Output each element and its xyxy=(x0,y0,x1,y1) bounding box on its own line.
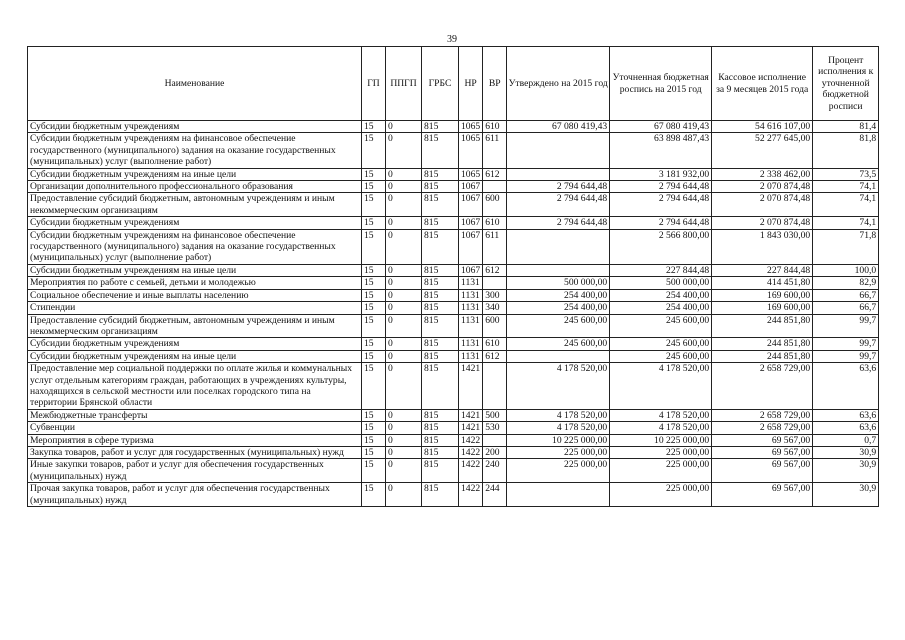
cell-nr: 1067 xyxy=(459,217,483,229)
cell-gp: 15 xyxy=(362,302,386,314)
cell-percent: 0,7 xyxy=(813,434,879,446)
table-row xyxy=(28,338,879,350)
cell-refined: 2 794 644,48 xyxy=(610,193,712,217)
header-nr: НР xyxy=(459,47,483,121)
cell-approved: 2 794 644,48 xyxy=(507,181,610,193)
cell-grbs: 815 xyxy=(422,422,459,434)
cell-percent: 30,9 xyxy=(813,483,879,507)
cell-ppgp: 0 xyxy=(386,289,422,301)
cell-name: Предоставление субсидий бюджетным, автономным учреждениям и иным некоммерческим организациям xyxy=(28,193,362,217)
budget-table xyxy=(27,46,879,507)
cell-gp: 15 xyxy=(362,277,386,289)
cell-ppgp: 0 xyxy=(386,264,422,276)
table-row xyxy=(28,459,879,483)
cell-vr xyxy=(483,181,507,193)
cell-vr: 340 xyxy=(483,302,507,314)
cell-grbs: 815 xyxy=(422,264,459,276)
cell-vr: 610 xyxy=(483,217,507,229)
cell-gp: 15 xyxy=(362,168,386,180)
cell-ppgp: 0 xyxy=(386,277,422,289)
cell-nr: 1422 xyxy=(459,434,483,446)
cell-vr: 600 xyxy=(483,314,507,338)
cell-refined: 2 566 800,00 xyxy=(610,229,712,264)
cell-vr: 611 xyxy=(483,229,507,264)
cell-cash: 69 567,00 xyxy=(712,459,813,483)
table-row xyxy=(28,181,879,193)
cell-grbs: 815 xyxy=(422,314,459,338)
cell-grbs: 815 xyxy=(422,133,459,168)
page-number: 39 xyxy=(447,34,457,45)
cell-cash: 2 070 874,48 xyxy=(712,181,813,193)
cell-approved: 245 600,00 xyxy=(507,338,610,350)
cell-refined: 225 000,00 xyxy=(610,459,712,483)
cell-vr xyxy=(483,277,507,289)
cell-gp: 15 xyxy=(362,363,386,410)
table-row xyxy=(28,483,879,507)
cell-nr: 1065 xyxy=(459,168,483,180)
cell-grbs: 815 xyxy=(422,217,459,229)
cell-cash: 52 277 645,00 xyxy=(712,133,813,168)
cell-vr xyxy=(483,434,507,446)
table-row xyxy=(28,121,879,133)
cell-refined: 245 600,00 xyxy=(610,338,712,350)
cell-name: Организации дополнительного профессионального образования xyxy=(28,181,362,193)
cell-gp: 15 xyxy=(362,338,386,350)
cell-nr: 1131 xyxy=(459,338,483,350)
cell-cash: 244 851,80 xyxy=(712,314,813,338)
cell-nr: 1131 xyxy=(459,277,483,289)
cell-approved: 10 225 000,00 xyxy=(507,434,610,446)
cell-name: Стипендии xyxy=(28,302,362,314)
cell-grbs: 815 xyxy=(422,446,459,458)
cell-approved xyxy=(507,229,610,264)
cell-approved: 254 400,00 xyxy=(507,302,610,314)
cell-nr: 1422 xyxy=(459,459,483,483)
table-row xyxy=(28,193,879,217)
table-row xyxy=(28,264,879,276)
cell-grbs: 815 xyxy=(422,289,459,301)
cell-gp: 15 xyxy=(362,229,386,264)
cell-gp: 15 xyxy=(362,446,386,458)
cell-gp: 15 xyxy=(362,217,386,229)
cell-gp: 15 xyxy=(362,422,386,434)
cell-vr: 300 xyxy=(483,289,507,301)
cell-cash: 2 658 729,00 xyxy=(712,409,813,421)
cell-grbs: 815 xyxy=(422,483,459,507)
cell-percent: 100,0 xyxy=(813,264,879,276)
cell-nr: 1131 xyxy=(459,289,483,301)
cell-grbs: 815 xyxy=(422,193,459,217)
cell-refined: 254 400,00 xyxy=(610,302,712,314)
cell-ppgp: 0 xyxy=(386,121,422,133)
cell-refined: 254 400,00 xyxy=(610,289,712,301)
table-row xyxy=(28,314,879,338)
cell-grbs: 815 xyxy=(422,168,459,180)
cell-percent: 99,7 xyxy=(813,314,879,338)
cell-refined: 225 000,00 xyxy=(610,483,712,507)
cell-grbs: 815 xyxy=(422,350,459,362)
cell-percent: 81,4 xyxy=(813,121,879,133)
cell-cash: 169 600,00 xyxy=(712,302,813,314)
cell-cash: 54 616 107,00 xyxy=(712,121,813,133)
cell-refined: 227 844,48 xyxy=(610,264,712,276)
cell-vr: 612 xyxy=(483,168,507,180)
cell-ppgp: 0 xyxy=(386,446,422,458)
cell-percent: 30,9 xyxy=(813,459,879,483)
cell-grbs: 815 xyxy=(422,434,459,446)
cell-refined: 4 178 520,00 xyxy=(610,409,712,421)
cell-vr: 200 xyxy=(483,446,507,458)
cell-vr: 611 xyxy=(483,133,507,168)
cell-name: Мероприятия в сфере туризма xyxy=(28,434,362,446)
cell-vr: 600 xyxy=(483,193,507,217)
cell-refined: 245 600,00 xyxy=(610,314,712,338)
header-name: Наименование xyxy=(28,47,362,121)
cell-cash: 169 600,00 xyxy=(712,289,813,301)
cell-grbs: 815 xyxy=(422,363,459,410)
cell-vr: 240 xyxy=(483,459,507,483)
cell-grbs: 815 xyxy=(422,121,459,133)
cell-ppgp: 0 xyxy=(386,168,422,180)
cell-name: Субвенции xyxy=(28,422,362,434)
cell-ppgp: 0 xyxy=(386,229,422,264)
cell-ppgp: 0 xyxy=(386,459,422,483)
cell-grbs: 815 xyxy=(422,338,459,350)
cell-gp: 15 xyxy=(362,483,386,507)
cell-grbs: 815 xyxy=(422,277,459,289)
cell-gp: 15 xyxy=(362,289,386,301)
cell-cash: 2 338 462,00 xyxy=(712,168,813,180)
table-header-row xyxy=(28,47,879,121)
cell-name: Субсидии бюджетным учреждениям на иные цели xyxy=(28,264,362,276)
cell-name: Межбюджетные трансферты xyxy=(28,409,362,421)
cell-name: Субсидии бюджетным учреждениям xyxy=(28,338,362,350)
cell-vr: 610 xyxy=(483,121,507,133)
cell-ppgp: 0 xyxy=(386,302,422,314)
cell-percent: 63,6 xyxy=(813,422,879,434)
cell-approved: 2 794 644,48 xyxy=(507,193,610,217)
cell-nr: 1422 xyxy=(459,446,483,458)
cell-approved xyxy=(507,168,610,180)
cell-approved: 254 400,00 xyxy=(507,289,610,301)
cell-nr: 1421 xyxy=(459,422,483,434)
cell-vr xyxy=(483,363,507,410)
cell-name: Социальное обеспечение и иные выплаты населению xyxy=(28,289,362,301)
cell-vr: 612 xyxy=(483,350,507,362)
table-body xyxy=(28,121,879,507)
header-ppgp: ППГП xyxy=(386,47,422,121)
table-row xyxy=(28,363,879,410)
cell-vr: 244 xyxy=(483,483,507,507)
cell-cash: 1 843 030,00 xyxy=(712,229,813,264)
cell-name: Субсидии бюджетным учреждениям на иные цели xyxy=(28,350,362,362)
cell-cash: 2 658 729,00 xyxy=(712,363,813,410)
cell-nr: 1131 xyxy=(459,314,483,338)
cell-gp: 15 xyxy=(362,409,386,421)
cell-nr: 1067 xyxy=(459,181,483,193)
table-row xyxy=(28,302,879,314)
cell-gp: 15 xyxy=(362,181,386,193)
cell-approved: 225 000,00 xyxy=(507,459,610,483)
cell-refined: 4 178 520,00 xyxy=(610,422,712,434)
cell-ppgp: 0 xyxy=(386,338,422,350)
header-vr: ВР xyxy=(483,47,507,121)
cell-percent: 30,9 xyxy=(813,446,879,458)
cell-cash: 244 851,80 xyxy=(712,338,813,350)
cell-cash: 69 567,00 xyxy=(712,446,813,458)
table-row xyxy=(28,217,879,229)
table-row xyxy=(28,289,879,301)
cell-approved xyxy=(507,483,610,507)
table-row xyxy=(28,350,879,362)
cell-cash: 244 851,80 xyxy=(712,350,813,362)
cell-vr: 500 xyxy=(483,409,507,421)
table-row xyxy=(28,229,879,264)
cell-grbs: 815 xyxy=(422,229,459,264)
cell-percent: 74,1 xyxy=(813,193,879,217)
cell-percent: 99,7 xyxy=(813,350,879,362)
cell-percent: 63,6 xyxy=(813,409,879,421)
cell-approved: 4 178 520,00 xyxy=(507,363,610,410)
cell-name: Субсидии бюджетным учреждениям xyxy=(28,217,362,229)
cell-gp: 15 xyxy=(362,314,386,338)
table-row xyxy=(28,277,879,289)
cell-percent: 66,7 xyxy=(813,302,879,314)
cell-nr: 1067 xyxy=(459,193,483,217)
cell-cash: 69 567,00 xyxy=(712,434,813,446)
cell-nr: 1422 xyxy=(459,483,483,507)
cell-ppgp: 0 xyxy=(386,193,422,217)
cell-vr: 610 xyxy=(483,338,507,350)
cell-vr: 530 xyxy=(483,422,507,434)
cell-cash: 227 844,48 xyxy=(712,264,813,276)
cell-name: Субсидии бюджетным учреждениям на финансовое обеспечение государственного (муниципального) задания на оказание государственных (муниципальных) услуг (выполнение работ) xyxy=(28,229,362,264)
cell-gp: 15 xyxy=(362,459,386,483)
cell-nr: 1421 xyxy=(459,363,483,410)
cell-refined: 63 898 487,43 xyxy=(610,133,712,168)
cell-refined: 10 225 000,00 xyxy=(610,434,712,446)
cell-nr: 1067 xyxy=(459,264,483,276)
cell-percent: 81,8 xyxy=(813,133,879,168)
cell-percent: 74,1 xyxy=(813,181,879,193)
cell-cash: 69 567,00 xyxy=(712,483,813,507)
cell-grbs: 815 xyxy=(422,302,459,314)
cell-name: Предоставление мер социальной поддержки по оплате жилья и коммунальных услуг отдельным категориям граждан, работающих в учреждениях культуры, находящихся в сельской местности или поселках городского типа на территории Брянской области xyxy=(28,363,362,410)
cell-grbs: 815 xyxy=(422,181,459,193)
table-row xyxy=(28,434,879,446)
cell-name: Мероприятия по работе с семьей, детьми и молодежью xyxy=(28,277,362,289)
cell-name: Субсидии бюджетным учреждениям на иные цели xyxy=(28,168,362,180)
cell-cash: 414 451,80 xyxy=(712,277,813,289)
cell-refined: 2 794 644,48 xyxy=(610,181,712,193)
cell-name: Субсидии бюджетным учреждениям xyxy=(28,121,362,133)
cell-ppgp: 0 xyxy=(386,133,422,168)
cell-percent: 71,8 xyxy=(813,229,879,264)
cell-percent: 66,7 xyxy=(813,289,879,301)
cell-vr: 612 xyxy=(483,264,507,276)
cell-nr: 1421 xyxy=(459,409,483,421)
cell-ppgp: 0 xyxy=(386,350,422,362)
table-row xyxy=(28,133,879,168)
cell-gp: 15 xyxy=(362,350,386,362)
cell-nr: 1131 xyxy=(459,350,483,362)
cell-approved: 245 600,00 xyxy=(507,314,610,338)
cell-gp: 15 xyxy=(362,121,386,133)
cell-refined: 3 181 932,00 xyxy=(610,168,712,180)
table-row xyxy=(28,446,879,458)
cell-gp: 15 xyxy=(362,434,386,446)
cell-refined: 245 600,00 xyxy=(610,350,712,362)
cell-ppgp: 0 xyxy=(386,434,422,446)
cell-nr: 1065 xyxy=(459,121,483,133)
cell-approved: 2 794 644,48 xyxy=(507,217,610,229)
cell-approved xyxy=(507,264,610,276)
header-gp: ГП xyxy=(362,47,386,121)
header-approved: Утверждено на 2015 год xyxy=(507,47,610,121)
cell-approved xyxy=(507,350,610,362)
cell-gp: 15 xyxy=(362,193,386,217)
cell-name: Прочая закупка товаров, работ и услуг для обеспечения государственных (муниципальных) нужд xyxy=(28,483,362,507)
table-row xyxy=(28,422,879,434)
header-refined: Уточненная бюджетная роспись на 2015 год xyxy=(610,47,712,121)
cell-ppgp: 0 xyxy=(386,363,422,410)
header-grbs: ГРБС xyxy=(422,47,459,121)
header-cash: Кассовое исполнение за 9 месяцев 2015 года xyxy=(712,47,813,121)
cell-ppgp: 0 xyxy=(386,181,422,193)
cell-percent: 74,1 xyxy=(813,217,879,229)
cell-nr: 1131 xyxy=(459,302,483,314)
cell-refined: 2 794 644,48 xyxy=(610,217,712,229)
cell-gp: 15 xyxy=(362,264,386,276)
table-row xyxy=(28,409,879,421)
cell-percent: 82,9 xyxy=(813,277,879,289)
cell-refined: 500 000,00 xyxy=(610,277,712,289)
cell-approved: 67 080 419,43 xyxy=(507,121,610,133)
cell-ppgp: 0 xyxy=(386,314,422,338)
cell-refined: 4 178 520,00 xyxy=(610,363,712,410)
cell-name: Иные закупки товаров, работ и услуг для обеспечения государственных (муниципальных) нужд xyxy=(28,459,362,483)
cell-percent: 99,7 xyxy=(813,338,879,350)
cell-approved: 500 000,00 xyxy=(507,277,610,289)
cell-approved xyxy=(507,133,610,168)
cell-percent: 73,5 xyxy=(813,168,879,180)
cell-nr: 1065 xyxy=(459,133,483,168)
cell-ppgp: 0 xyxy=(386,483,422,507)
cell-nr: 1067 xyxy=(459,229,483,264)
cell-percent: 63,6 xyxy=(813,363,879,410)
header-percent: Процент исполнения к уточненной бюджетной росписи xyxy=(813,47,879,121)
cell-approved: 4 178 520,00 xyxy=(507,409,610,421)
cell-refined: 225 000,00 xyxy=(610,446,712,458)
cell-ppgp: 0 xyxy=(386,422,422,434)
cell-name: Закупка товаров, работ и услуг для государственных (муниципальных) нужд xyxy=(28,446,362,458)
cell-name: Предоставление субсидий бюджетным, автономным учреждениям и иным некоммерческим организациям xyxy=(28,314,362,338)
cell-ppgp: 0 xyxy=(386,409,422,421)
table-row xyxy=(28,168,879,180)
cell-cash: 2 658 729,00 xyxy=(712,422,813,434)
cell-name: Субсидии бюджетным учреждениям на финансовое обеспечение государственного (муниципального) задания на оказание государственных (муниципальных) услуг (выполнение работ) xyxy=(28,133,362,168)
cell-refined: 67 080 419,43 xyxy=(610,121,712,133)
cell-ppgp: 0 xyxy=(386,217,422,229)
cell-cash: 2 070 874,48 xyxy=(712,193,813,217)
cell-grbs: 815 xyxy=(422,409,459,421)
cell-grbs: 815 xyxy=(422,459,459,483)
cell-approved: 225 000,00 xyxy=(507,446,610,458)
cell-gp: 15 xyxy=(362,133,386,168)
cell-approved: 4 178 520,00 xyxy=(507,422,610,434)
cell-cash: 2 070 874,48 xyxy=(712,217,813,229)
